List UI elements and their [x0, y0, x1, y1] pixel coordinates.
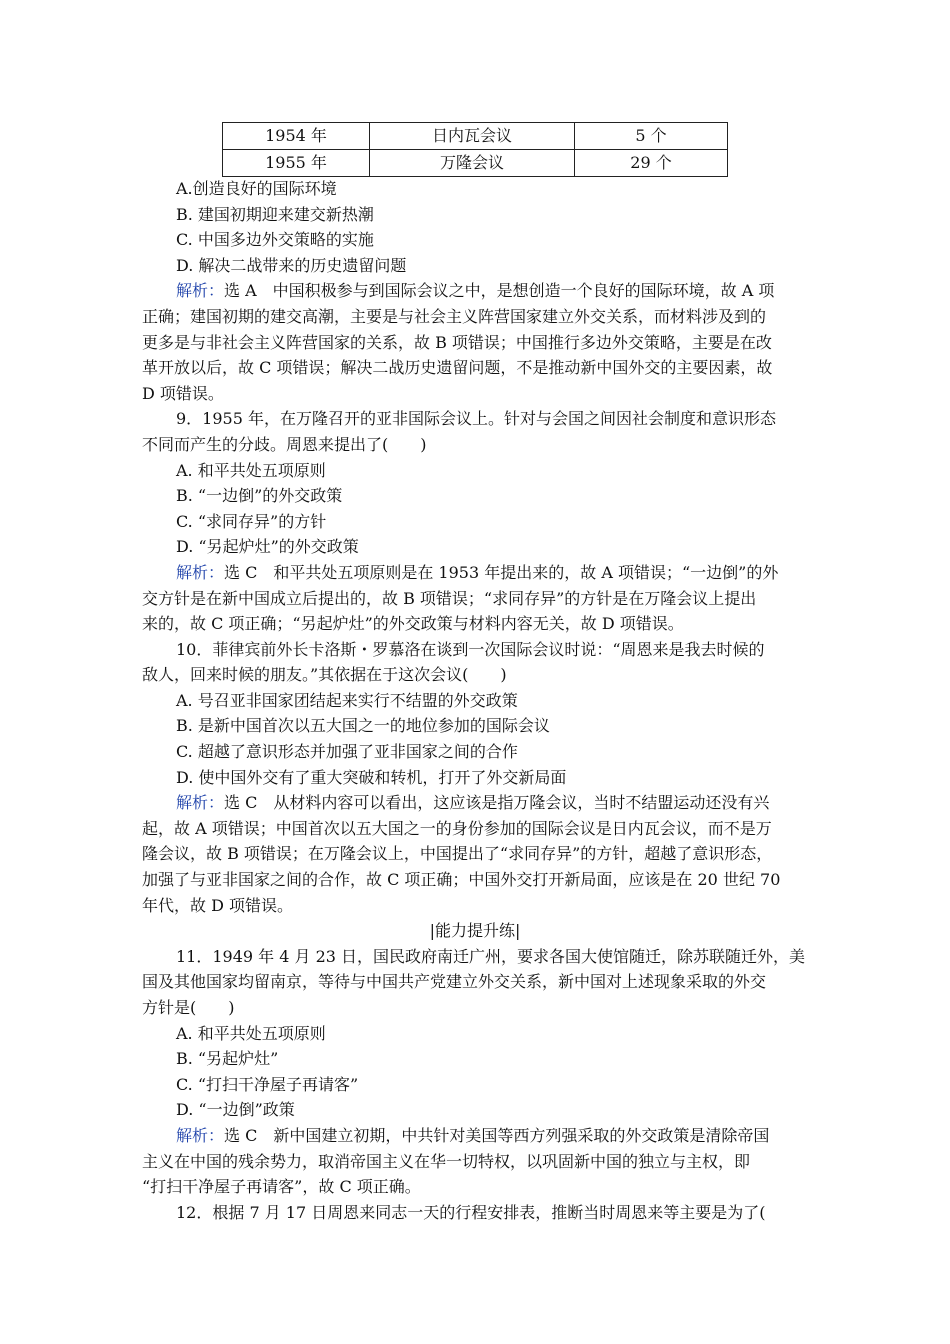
q8-analysis-line — [176, 278, 808, 304]
q8-option-b: B. 建国初期迎来建交新热潮 — [176, 204, 374, 224]
q11-option-c: C. “打扫干净屋子再请客” — [176, 1074, 359, 1094]
table-cell: 日内瓦会议 — [370, 123, 575, 150]
q11-stem: 方针是( ) — [142, 998, 235, 1017]
question-body — [142, 176, 808, 1225]
q11-stem: 国及其他国家均留南京，等待与中国共产党建立外交关系，新中国对上述现象采取的外交 — [142, 972, 767, 992]
q9-analysis-line: 交方针是在新中国成立后提出的，故 B 项错误；“求同存异”的方针是在万隆会议上提出 — [142, 588, 757, 608]
analysis-text: 选 A 中国积极参与到国际会议之中，是想创造一个良好的国际环境，故 A 项 — [224, 281, 775, 301]
q11-analysis-line — [176, 1123, 808, 1149]
q11-option-a: A. 和平共处五项原则 — [176, 1023, 326, 1043]
table-cell: 5 个 — [575, 123, 728, 150]
q9-analysis-line — [176, 560, 808, 586]
q12-stem: 12．根据 7 月 17 日周恩来同志一天的行程安排表，推断当时周恩来等主要是为了( — [176, 1202, 766, 1222]
analysis-label: 解析： — [176, 281, 225, 301]
analysis-text: 选 C 和平共处五项原则是在 1953 年提出来的，故 A 项错误；“一边倒”的外 — [224, 562, 779, 582]
q10-stem: 10．菲律宾前外长卡洛斯・罗慕洛在谈到一次国际会议时说：“周恩来是我去时候的 — [176, 639, 765, 659]
q9-option-a: A. 和平共处五项原则 — [176, 460, 326, 480]
q9-stem: 不同而产生的分歧。周恩来提出了( ) — [142, 434, 427, 454]
q10-analysis-line: 隆会议，故 B 项错误；在万隆会议上，中国提出了“求同存异”的方针，超越了意识形态， — [142, 844, 773, 864]
q10-option-c: C. 超越了意识形态并加强了亚非国家之间的合作 — [176, 742, 518, 762]
table-row — [223, 123, 728, 150]
analysis-label: 解析： — [176, 1125, 225, 1145]
q11-option-d: D. “一边倒”政策 — [176, 1100, 295, 1120]
table-cell: 1954 年 — [223, 123, 370, 150]
table-cell: 1955 年 — [223, 150, 370, 177]
q10-option-a: A. 号召亚非国家团结起来实行不结盟的外交政策 — [176, 690, 518, 710]
q8-analysis-line: D 项错误。 — [142, 383, 224, 403]
q10-option-d: D. 使中国外交有了重大突破和转机，打开了外交新局面 — [176, 767, 567, 787]
q10-option-b: B. 是新中国首次以五大国之一的地位参加的国际会议 — [176, 716, 550, 736]
q8-analysis-line: 更多是与非社会主义阵营国家的关系，故 B 项错误；中国推行多边外交策略，主要是在改 — [142, 332, 772, 352]
q9-analysis-line: 来的，故 C 项正确；“另起炉灶”的外交政策与材料内容无关，故 D 项错误。 — [142, 614, 684, 634]
table-cell: 万隆会议 — [370, 150, 575, 177]
q8-analysis-line: 革开放以后，故 C 项错误；解决二战历史遗留问题，不是推动新中国外交的主要因素，故 — [142, 358, 773, 378]
section-title: |能力提升练| — [429, 921, 521, 941]
q9-option-d: D. “另起炉灶”的外交政策 — [176, 537, 359, 557]
q8-analysis-line: 正确；建国初期的建交高潮，主要是与社会主义阵营国家建立外交关系，而材料涉及到的 — [142, 306, 767, 326]
q10-analysis-line: 年代，故 D 项错误。 — [142, 895, 294, 915]
q11-option-b: B. “另起炉灶” — [176, 1049, 279, 1069]
q8-option-d: D. 解决二战带来的历史遗留问题 — [176, 255, 407, 275]
q10-analysis-line — [176, 790, 808, 816]
q11-stem: 11．1949 年 4 月 23 日，国民政府南迁广州，要求各国大使馆随迁，除苏联随迁外，美 — [176, 946, 806, 966]
q8-option-c: C. 中国多边外交策略的实施 — [176, 230, 374, 250]
analysis-label: 解析： — [176, 793, 225, 813]
q9-option-c: C. “求同存异”的方针 — [176, 511, 327, 531]
analysis-label: 解析： — [176, 562, 225, 582]
table-row — [223, 150, 728, 177]
q10-analysis-line: 起，故 A 项错误；中国首次以五大国之一的身份参加的国际会议是日内瓦会议，而不是万 — [142, 818, 772, 838]
table-cell: 29 个 — [575, 150, 728, 177]
q10-analysis-line: 加强了与亚非国家之间的合作，故 C 项正确；中国外交打开新局面，应该是在 20 世纪 70 — [142, 870, 781, 890]
conference-table — [222, 122, 728, 177]
analysis-text: 选 C 新中国建立初期，中共针对美国等西方列强采取的外交政策是清除帝国 — [224, 1125, 770, 1145]
q9-option-b: B. “一边倒”的外交政策 — [176, 486, 343, 506]
q11-analysis-line: “打扫干净屋子再请客”，故 C 项正确。 — [142, 1177, 421, 1197]
q9-stem: 9．1955 年，在万隆召开的亚非国际会议上。针对与会国之间因社会制度和意识形态 — [176, 409, 776, 429]
analysis-text: 选 C 从材料内容可以看出，这应该是指万隆会议，当时不结盟运动还没有兴 — [224, 793, 770, 813]
q11-analysis-line: 主义在中国的残余势力，取消帝国主义在华一切特权，以巩固新中国的独立与主权，即 — [142, 1151, 751, 1171]
q8-option-a: A.创造良好的国际环境 — [176, 179, 337, 198]
q10-stem: 敌人，回来时候的朋友。”其依据在于这次会议( ) — [142, 665, 507, 685]
